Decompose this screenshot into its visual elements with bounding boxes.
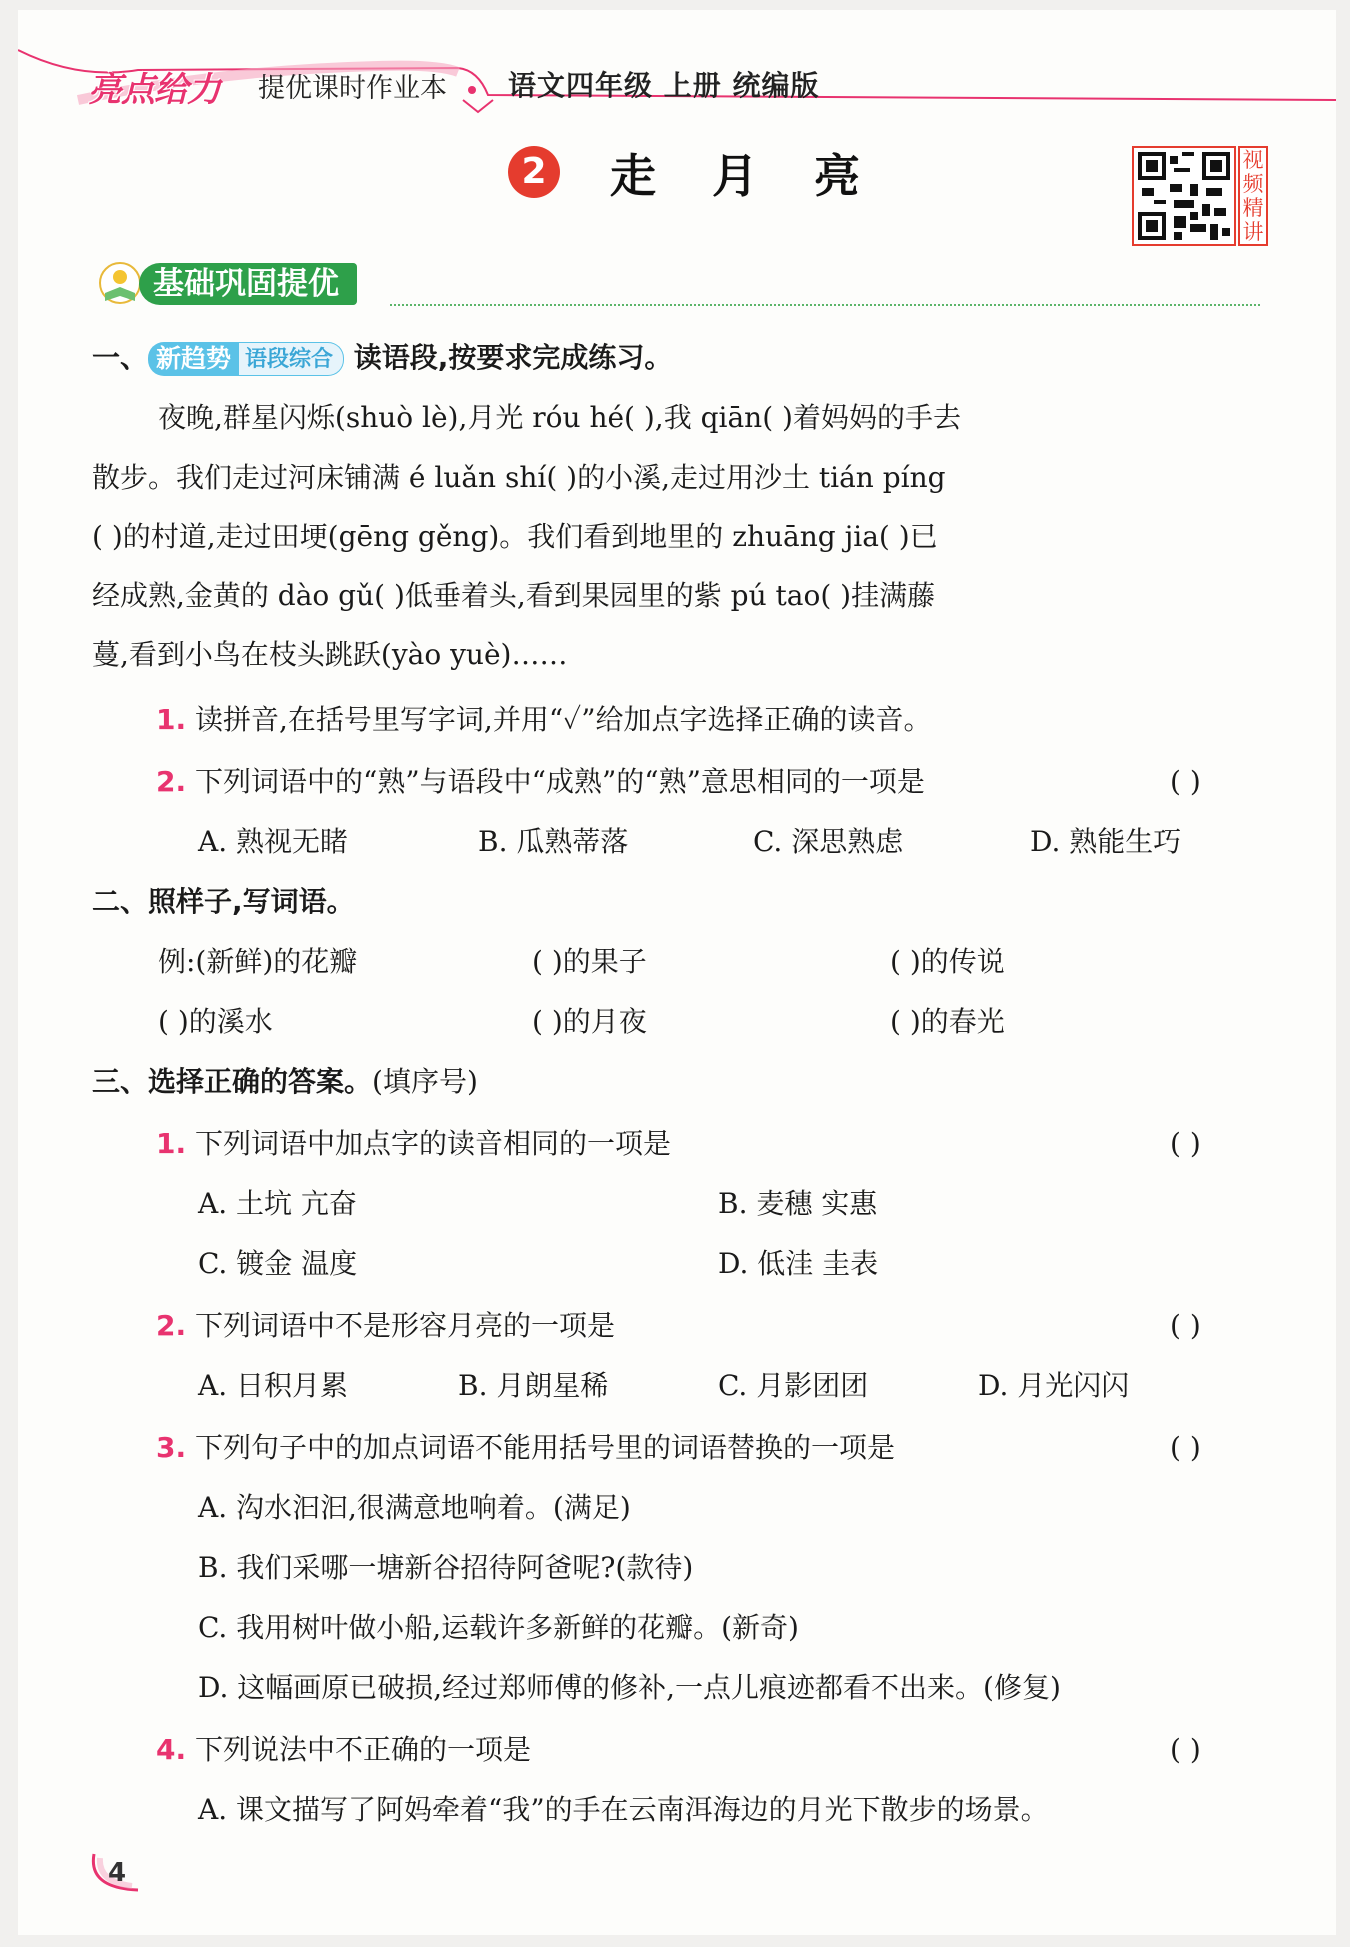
q3-s1 xyxy=(156,1124,671,1164)
q1-para-line-5: 蔓,看到小鸟在枝头跳跃(yào yuè)…… xyxy=(92,638,568,671)
sun-book-icon xyxy=(95,259,145,309)
q3-s3-answer-box[interactable]: ( ) xyxy=(1170,1431,1201,1464)
section-banner xyxy=(95,262,357,306)
q3-s1-number: 1. xyxy=(156,1127,187,1160)
q3-s2-option-a: A. 日积月累 xyxy=(198,1369,349,1402)
q3-s2-option-b: B. 月朗星稀 xyxy=(458,1369,609,1402)
q1-sub2-option-c: C. 深思熟虑 xyxy=(753,825,904,858)
q3-s2-option-c: C. 月影团团 xyxy=(718,1369,869,1402)
q1-sub2-answer-box[interactable]: ( ) xyxy=(1170,765,1201,798)
q3-s1-option-a: A. 土坑 亢奋 xyxy=(198,1187,357,1220)
q3-s2-option-d: D. 月光闪闪 xyxy=(978,1369,1130,1402)
q1-sub2-option-a: A. 熟视无睹 xyxy=(198,825,349,858)
brand-subtitle: 提优课时作业本 xyxy=(258,73,447,104)
q3-s3-option-b: B. 我们采哪一塘新谷招待阿爸呢?(款待) xyxy=(198,1551,694,1584)
q3-s4 xyxy=(156,1730,531,1770)
q1-tag: 新趋势 xyxy=(148,342,239,376)
q3-s4-option-a: A. 课文描写了阿妈牵着“我”的手在云南洱海边的月光下散步的场景。 xyxy=(198,1793,1049,1826)
q1-text: 读语段,按要求完成练习。 xyxy=(353,341,673,374)
q3-s4-number: 4. xyxy=(156,1733,187,1766)
q2-item-2[interactable]: ( )的传说 xyxy=(890,945,1005,978)
q3-s1-option-b: B. 麦穗 实惠 xyxy=(718,1187,878,1220)
q3-s1-option-d: D. 低洼 圭表 xyxy=(718,1247,879,1280)
q3-heading xyxy=(92,1062,478,1102)
q1-sub1-text: 读拼音,在括号里写字词,并用“✓”给加点字选择正确的读音。 xyxy=(195,703,932,736)
q3-s4-text: 下列说法中不正确的一项是 xyxy=(195,1733,532,1766)
header-dot xyxy=(468,86,476,94)
q1-sub2-option-b: B. 瓜熟蒂落 xyxy=(478,825,629,858)
q2-item-5[interactable]: ( )的春光 xyxy=(890,1005,1005,1038)
q1-heading xyxy=(92,338,672,378)
q3-s1-option-c: C. 镀金 温度 xyxy=(198,1247,358,1280)
q3-s2-number: 2. xyxy=(156,1309,187,1342)
q3-s2-answer-box[interactable]: ( ) xyxy=(1170,1309,1201,1342)
grade-label: 语文四年级 上册 统编版 xyxy=(508,69,820,102)
page-number: 4 xyxy=(108,1858,127,1888)
q3-s3-option-a: A. 沟水汩汩,很满意地响着。(满足) xyxy=(198,1491,631,1524)
q1-para-line-4: 经成熟,金黄的 dào gǔ( )低垂着头,看到果园里的紫 pú tao( )挂满藤 xyxy=(92,579,936,612)
q1-para-line-3: ( )的村道,走过田埂(gēng gěng)。我们看到地里的 zhuāng jia( )已 xyxy=(92,520,938,553)
qr-label: 视频精讲 xyxy=(1238,146,1268,246)
brand-logo: 亮点给力 xyxy=(88,70,220,110)
q3-title: 三、选择正确的答案。 xyxy=(92,1065,373,1098)
q1-para-line-2: 散步。我们走过河床铺满 é luǎn shí( )的小溪,走过用沙土 tián píng xyxy=(92,461,946,494)
q1-prefix: 一、 xyxy=(92,341,149,374)
q2-example: 例:(新鲜)的花瓣 xyxy=(158,945,358,978)
q1-sub2-option-d: D. 熟能生巧 xyxy=(1030,825,1182,858)
q2-item-3[interactable]: ( )的溪水 xyxy=(158,1005,273,1038)
q1-sub1-number: 1. xyxy=(156,703,187,736)
lesson-title: 走月亮 xyxy=(610,149,916,203)
section-divider xyxy=(390,304,1260,306)
q1-sub1 xyxy=(156,700,932,740)
q3-title-note: (填序号) xyxy=(372,1065,478,1098)
q3-s2-text: 下列词语中不是形容月亮的一项是 xyxy=(195,1309,616,1342)
q3-s3-number: 3. xyxy=(156,1431,187,1464)
qr-code[interactable] xyxy=(1132,146,1236,246)
page-header xyxy=(18,40,1336,120)
q1-sub2 xyxy=(156,762,925,802)
q3-s3 xyxy=(156,1428,895,1468)
q1-para-line-1: 夜晚,群星闪烁(shuò lè),月光 róu hé( ),我 qiān( )着妈妈的手去 xyxy=(158,401,961,434)
qr-code-icon xyxy=(1138,152,1230,240)
q3-s2 xyxy=(156,1306,615,1346)
q2-item-1[interactable]: ( )的果子 xyxy=(532,945,647,978)
q3-s3-text: 下列句子中的加点词语不能用括号里的词语替换的一项是 xyxy=(195,1431,896,1464)
q3-s4-answer-box[interactable]: ( ) xyxy=(1170,1733,1201,1766)
q1-sub2-text: 下列词语中的“熟”与语段中“成熟”的“熟”意思相同的一项是 xyxy=(195,765,925,798)
q3-s1-text: 下列词语中加点字的读音相同的一项是 xyxy=(195,1127,672,1160)
q1-sub2-number: 2. xyxy=(156,765,187,798)
lesson-number: 2 xyxy=(508,146,560,198)
q3-s3-option-c: C. 我用树叶做小船,运载许多新鲜的花瓣。(新奇) xyxy=(198,1611,799,1644)
q3-s3-option-d: D. 这幅画原已破损,经过郑师傅的修补,一点儿痕迹都看不出来。(修复) xyxy=(198,1671,1061,1704)
q3-s1-answer-box[interactable]: ( ) xyxy=(1170,1127,1201,1160)
section-title: 基础巩固提优 xyxy=(139,263,357,305)
q1-tag2: 语段综合 xyxy=(239,342,344,376)
q2-item-4[interactable]: ( )的月夜 xyxy=(532,1005,647,1038)
q2-heading: 二、照样子,写词语。 xyxy=(92,885,355,918)
